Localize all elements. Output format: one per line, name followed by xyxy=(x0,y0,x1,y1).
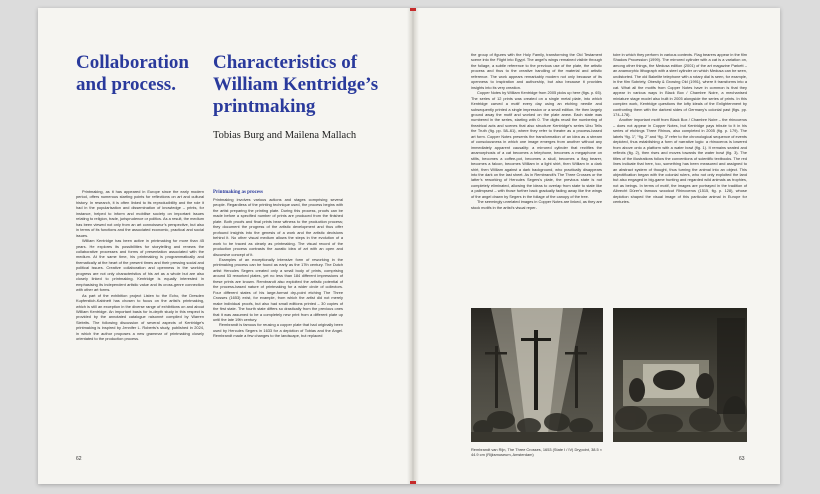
chapter-title: Collaboration and process. xyxy=(76,52,189,95)
body-paragraph: Rembrandt is famous for reusing a copper plate that had originally been used by Hercules Segers in 1633 for a depiction of Tobias and the Angel. Rembrandt made a few changes to the landscape, but replaced xyxy=(213,322,343,339)
essay-authors: Tobias Burg and Mailena Mallach xyxy=(213,130,357,141)
body-paragraph: Examples of an exceptionally intensive form of reworking in the printmaking process can be found as early as the 17th century. The Dutch artist Hercules Segers created only a small body of prints, comprising around 53 reworked plates, yet no less than 184 different impressions of these prints are known. Rembrandt also exploited the artistic potential of the process-based nature of printmaking for a wider circle of collectors. Four different states of his large-format dry-point etching The Three Crosses (1653) exist, for example, from which the artist did not merely make individual proofs, but also had small editions printed – 30 copies of the first state. The fourth state differs so drastically from the previous ones that it was assumed to be a completely new print from a different plate up until the late 19th century. xyxy=(213,256,343,322)
body-paragraph: Copper Notes by William Kentridge from 2005 picks up here (figs. p. 65). The series of 12 prints was created on a single metal plate, into which Kentridge carved a motif every day using an etching needle and subsequently printed a single impression or a small edition. He then largely ground away the motif and worked on the plate anew. Each state was numbered in the series, starting with 0. The digits recall the numbering of theatrical acts and scenes that also structure Kentridge’s series Ubu Tells the Truth (fig. pp. 58–61), where they refer to theatre as a process-based art form. Copper Notes presents the transformation of an idea as a stream of consciousness in which one image emerges from another without any immediately apparent causality: a mirrored cylinder that rectifies the anamorphosis of a cat becomes a telephone, becomes a megaphone on stilts, becomes a coffee-pot, becomes a skull, becomes a flag bearer, becomes a falcon, becomes William in a light shirt, then William in a dark shirt, then William against a dark background, who practically disappears into the dark on the last sheet. As in Rembrandt’s The Three Crosses or the latter’s reworking of Hercules Segers’s plate, the previous state is not completely eliminated, allowing the ideas to overlap from state to state like a palimpsest – with those further back gradually fading away like the wings of the angel drawn by Segers in the foliage of the canopy of the tree. xyxy=(471,90,602,199)
etching-image-1 xyxy=(471,308,603,442)
book-spread xyxy=(38,8,780,484)
section-subheading: Printmaking as process xyxy=(213,190,263,195)
intro-paragraph: Printmaking, as it has appeared in Europe since the early modern period, offers numerous starting points for reflections on art and cultural history. In research, it is often linked to its reproducibility and the role it had in the popularisation and dissemination of knowledge – prints, for instance, helped to inform and mobilise society on important issues relating to religion, trade, jurisprudence or politics. As a result, the medium has been viewed not only from an art connoisseur’s perspective, but also in terms of its functions and the associated economic, practical and social issues. xyxy=(76,189,204,238)
body-paragraph: toire in which they perform in various contexts. Flag bearers appear in the film Shadow Procession (1999). The mirrored cylinder with a cat is a variation on, among other things, the Medusa edition (2001) of the art magazine Parkett – an anamorphic lithograph with a steel cylinder on which Medusa can be seen, undistorted. The old Bakelite telephone with a rotary dial is seen, for example, in the film Sobriety, Obesity & Growing Old (1991), where it transforms into a cat. What all the motifs from Copper Notes have in common is that they appear in various ways in Black Box / Chambre Noire, a mechanised miniature stage model also built in 2005 alongside the series of prints. In this complex work, Kentridge questions the lofty ideals of the Enlightenment by confronting them with the darkest sides of Germany’s colonial past (figs. pp. 174–178). xyxy=(613,52,747,117)
body-paragraph: the group of figures with the Holy Family, transforming the Old Testament scene into the Flight into Egypt. The angel’s wings remained visible through the foliage, a subtle reference to the previous use of the plate, the artistic process and thus to the creative handling of the material and artistic reference. The work appears remarkably modern not only because of its openness to inspiration and authorship, but also because it provides insights into its very creation. xyxy=(471,52,602,90)
body-paragraph: The seemingly unrelated images in Copper Notes are linked, as they are stock motifs in the artist’s visual reper- xyxy=(471,199,602,210)
page-number-right: 63 xyxy=(739,456,745,462)
body-paragraph: Another important motif from Black Box / Chambre Noire – the rhinoceros – does not appear in Copper Notes, but Kentridge pays tribute to it in his series of etchings Three Rhinos, also completed in 2005 (fig. p. 179). The labels “fig. 1”, “fig. 2” and “fig. 3” refer to the chronological sequence of events depicted, thus establishing a form of narrative logic: a rhinoceros is lowered from above onto a platform with a water bowl (fig. 1). It remains seated and reflects (fig. 2), then rises and moves towards the water bowl (fig. 3). The titles of the illustrations follow the conventions of scientific textbooks. The red lines indicate that here, too, something has been measured and assigned to an abstract system of thought, thus turning the animal into an object. This objectification began with the colonial rulers, who not only exploited the land but also engaged in big-game hunting and regarded wild animals as trophies, not as beings. In terms of motif, the images are portrayed in the tradition of Albrecht Dürer’s famous woodcut Rhinoceros (1515, fig. p. 128), whose depiction shaped the visual image of this particular animal in Europe for centuries. xyxy=(613,117,747,205)
body-paragraph: Printmaking involves various actions and stages comprising several people. Regardless of the printing technique used, the process begins with the artist preparing the printing plate. During this process, proofs can be made before a specified number of prints are produced from the finished plate. Both proofs and final prints bear witness to the production process; they document the progress of the artistic development and thus offer profound insights into the genesis of a work and the artistic decisions behind it. No other visual medium allows the steps in the evolution of a work to be traced as clearly as printmaking. The visual record of the production process contrasts the auratic idea of art with an open and discursive concept of it. xyxy=(213,197,343,257)
body-column-right-page-1 xyxy=(471,52,602,297)
intro-paragraph: As part of the exhibition project Listen to the Echo, the Dresden Kupferstich-Kabinett has chosen to focus on the artist’s printmaking, which is still an exception in the diverse range of exhibitions on and about William Kentridge. An important basis for in-depth study in this respect is provided by the annotated catalogue raisonné compiled by Warren Siebrits. The following discussion of several aspects of Kentridge’s printmaking is inspired by Jennifer L. Roberts’s study, published in 2024, in which the author proposes a new grammar of printmaking closely orientated to the production process. xyxy=(76,292,204,342)
essay-title: Characteristics of William Kentridge’s printmaking xyxy=(213,52,379,117)
spine-ribbon-top xyxy=(410,8,416,11)
page-number-left: 62 xyxy=(76,456,82,462)
body-column-right-page-2 xyxy=(613,52,747,297)
figure-caption: Rembrandt van Rijn, The Three Crosses, 1653 (State I / IV) Drypoint, 38.5 × 44.9 cm (Rijksmuseum, Amsterdam) xyxy=(471,447,603,458)
spine-ribbon-bottom xyxy=(410,481,416,484)
book-gutter xyxy=(407,8,419,484)
intro-column xyxy=(76,189,204,444)
etching-image-2 xyxy=(613,308,747,442)
intro-paragraph: William Kentridge has been active in printmaking for more than 45 years. He explores its possibilities for storytelling and renews the collaborative processes and forms of presentation associated with the medium. At the same time, his printmaking is programmatically and thematically at the heart of the present times and their pressing social and political issues. Creative collaboration and openness in the working progress are not only characteristics of his art as a whole but are also closely linked to printmaking. Kentridge is equally interested in emphasising its independent artistic value and its cross-genre connection with other art forms. xyxy=(76,238,204,293)
body-column-left-page xyxy=(213,189,343,449)
